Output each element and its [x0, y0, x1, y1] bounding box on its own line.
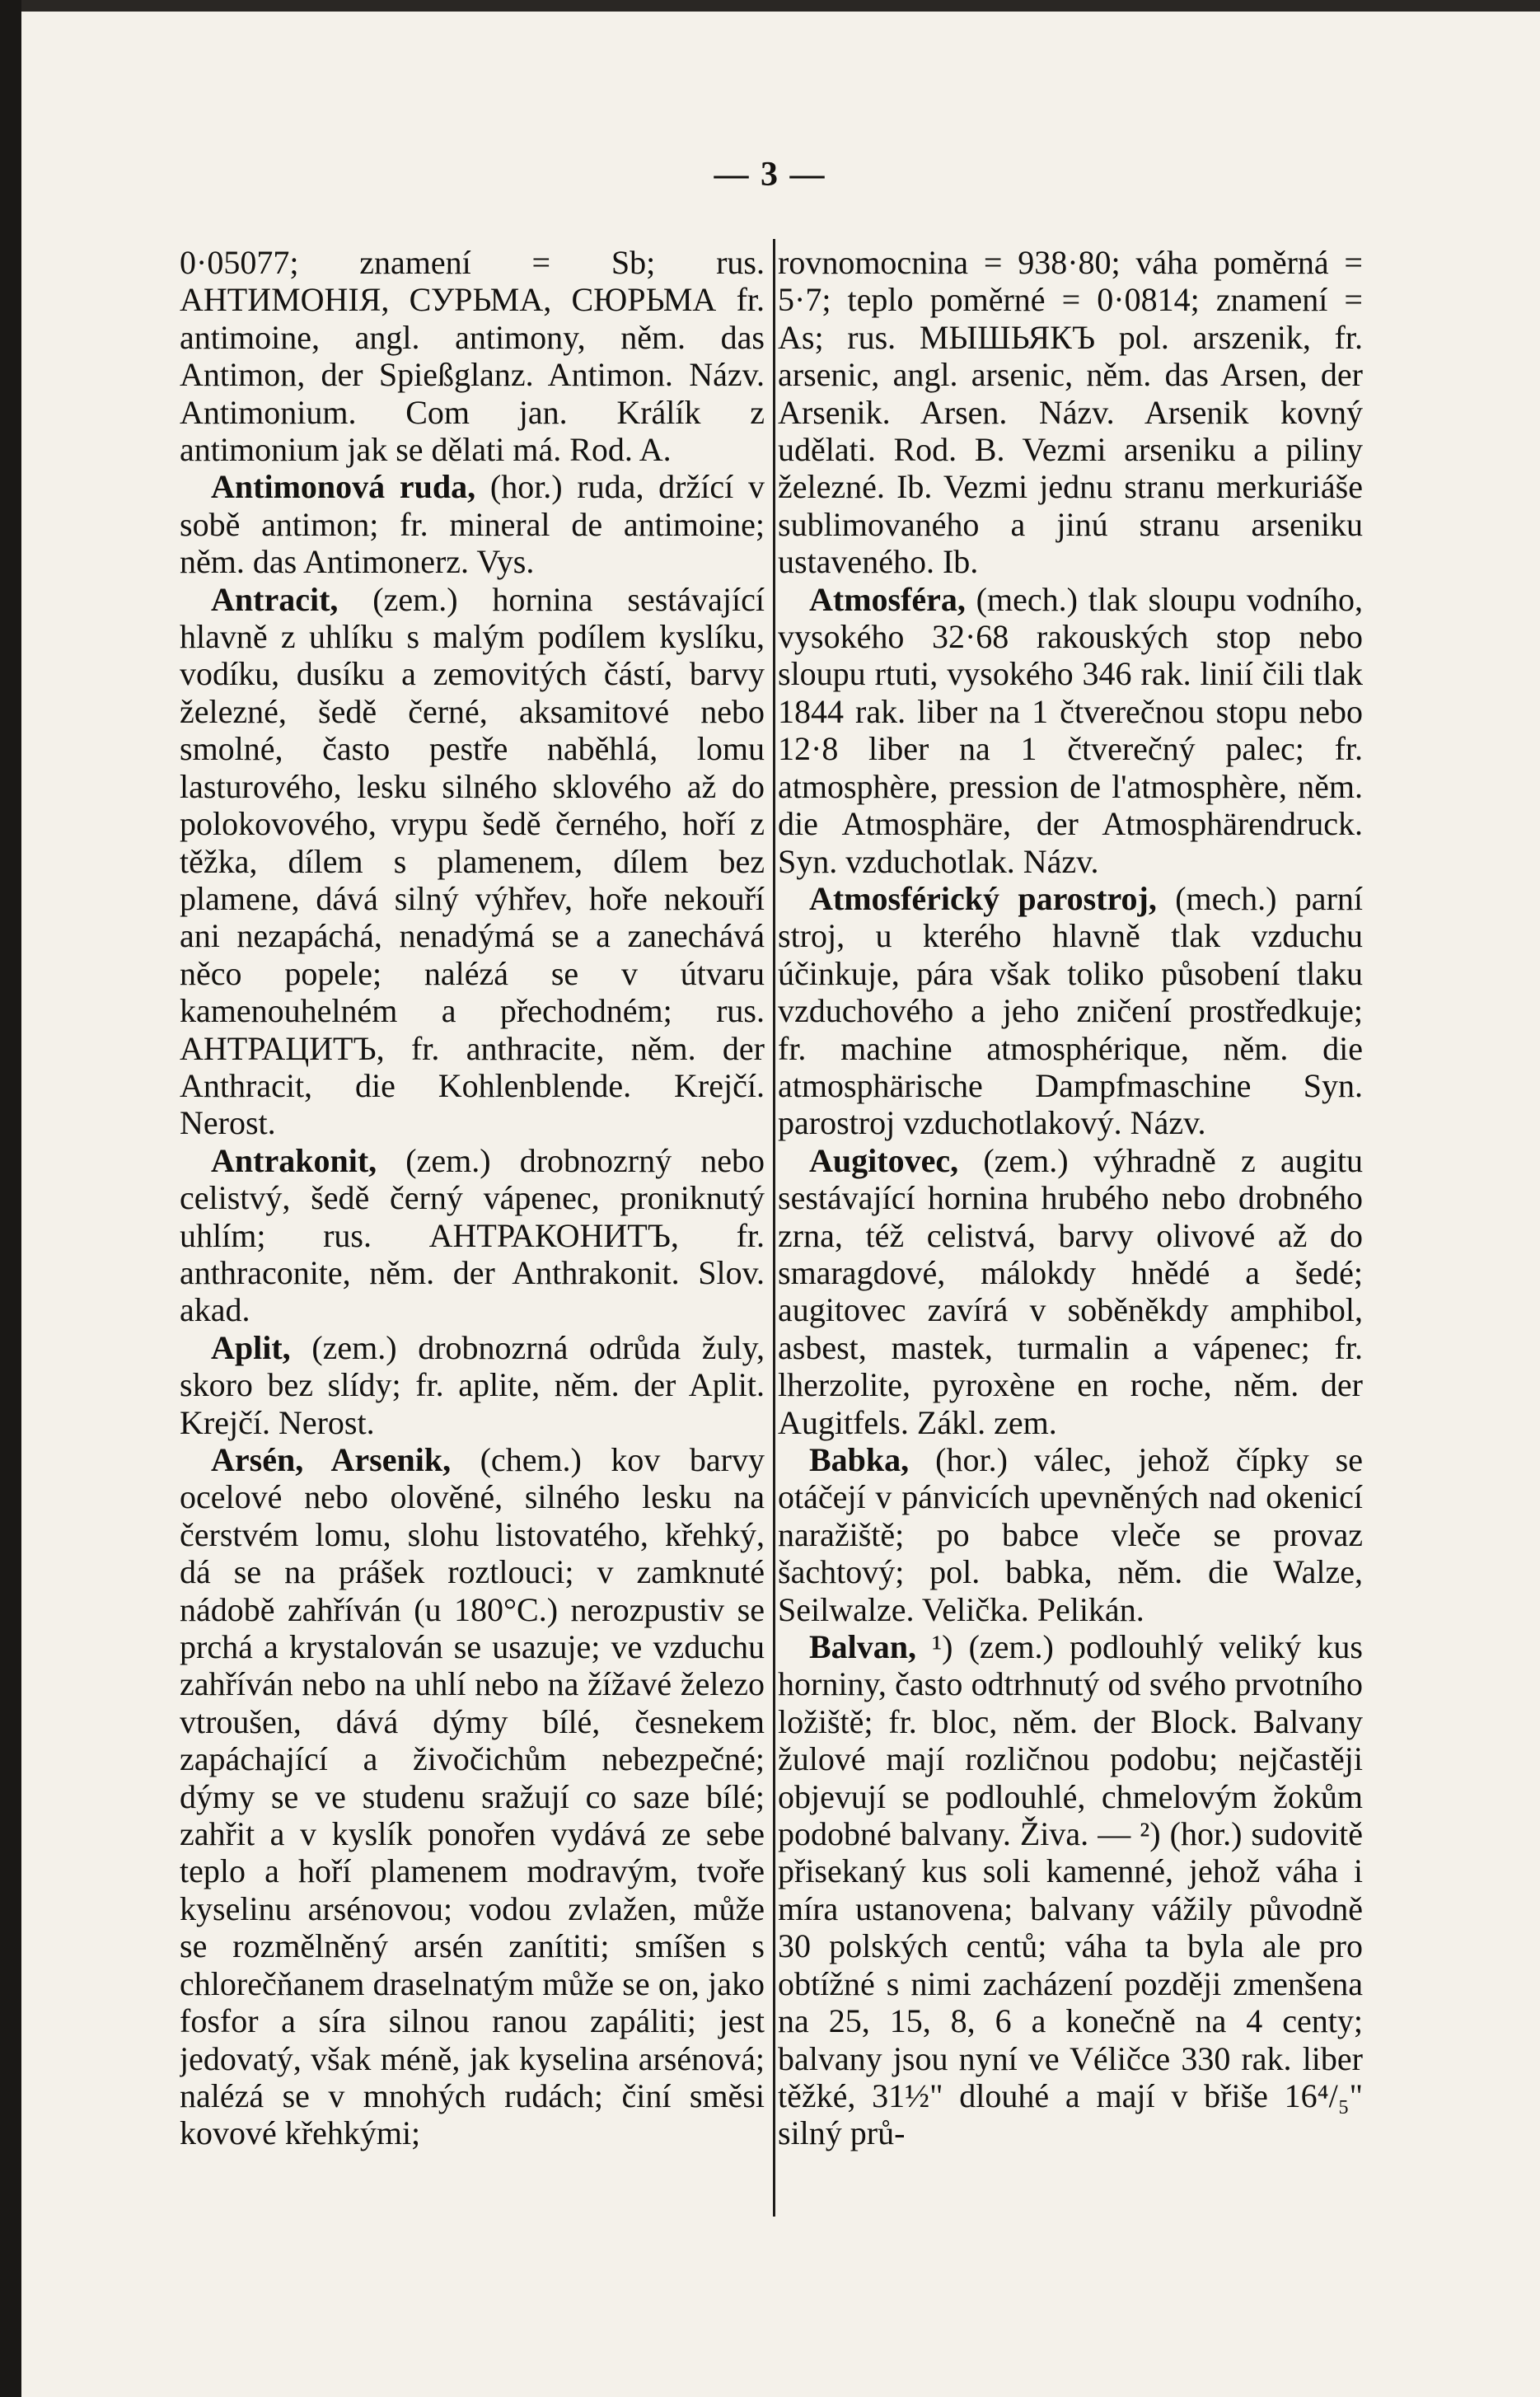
dictionary-entry	[778, 1142, 1363, 1441]
dictionary-entry	[180, 1441, 765, 2152]
dictionary-entry	[180, 1329, 765, 1441]
entry-headword: Antracit,	[211, 580, 339, 618]
entry-headword: Atmosférický parostroj,	[809, 879, 1157, 917]
entry-text: (zem.) hornina sestávající hlavně z uhlíku s malým podílem kyslíku, vodíku, dusíku a zemovitých částí, barvy železné, šedě černé, aksamitové nebo smolné, často pestře naběhlá, lomu lasturového, lesku silného sklového až do polokovového, vrypu šedě černého, hoří z těžka, dílem s plamenem, dílem bez plamene, dává silný výhřev, hoře nekouří ani nezapáchá, nenadýmá se a zanechává něco popele; nalézá se v útvaru kamenouhelném a přechodném; rus. АНТРАЦИТЪ, fr. anthracite, něm. der Anthracit, die Kohlenblende. Krejčí. Nerost.	[180, 580, 765, 1142]
page-binding-edge	[0, 0, 21, 2397]
entry-text: rovnomocnina = 938·80; váha poměrná = 5·7; teplo poměrné = 0·0814; znamení = As; rus. МЫШЬЯКЪ pol. arszenik, fr. arsenic, angl. arsenic, něm. das Arsen, der Arsenik. Arsen. Názv. Arsenik kovný udělati. Rod. B. Vezmi arseniku a piliny železné. Ib. Vezmi jednu stranu merkuriáše sublimovaného a jinú stranu arseniku ustaveného. Ib.	[778, 244, 1363, 581]
dictionary-entry	[778, 581, 1363, 880]
left-column	[180, 244, 765, 2254]
dictionary-entry	[180, 244, 765, 468]
entry-headword: Antimonová ruda,	[211, 468, 476, 506]
entry-text: (hor.) ruda, držící v sobě antimon; fr. mineral de antimoine; něm. das Antimonerz. Vys.	[180, 468, 765, 581]
entry-headword: Balvan,	[809, 1628, 917, 1666]
column-divider	[773, 239, 775, 2217]
entry-text: (zem.) drobnozrný nebo celistvý, šedě černý vápenec, proniknutý uhlím; rus. АНТРАКОНИТЪ, fr. anthraconite, něm. der Anthrakonit. Slov. akad.	[180, 1141, 765, 1329]
entry-text: (hor.) válec, jehož čípky se otáčejí v pánvicích upevněných nad okenicí naražiště; po babce vleče se provaz šachtový; pol. babka, něm. die Walze, Seilwalze. Velička. Pelikán.	[778, 1441, 1363, 1628]
entry-text: (zem.) drobnozrná odrůda žuly, skoro bez slídy; fr. aplite, něm. der Aplit. Krejčí. Nerost.	[180, 1328, 765, 1441]
entry-headword: Babka,	[809, 1441, 910, 1478]
entry-text: (mech.) tlak sloupu vodního, vysokého 32·68 rakouských stop nebo sloupu rtuti, vysokého 346 rak. linií čili tlak 1844 rak. liber na 1 čtverečnou stopu nebo 12·8 liber na 1 čtverečný palec; fr. atmosphère, pression de l'atmosphère, něm. die Atmosphäre, der Atmosphärendruck. Syn. vzduchotlak. Názv.	[778, 580, 1363, 880]
entry-headword: Aplit,	[211, 1328, 291, 1366]
dictionary-entry	[778, 1441, 1363, 1628]
page-top-edge	[0, 0, 1540, 12]
entry-headword: Augitovec,	[809, 1141, 959, 1179]
dictionary-entry	[180, 468, 765, 580]
dictionary-entry	[180, 581, 765, 1142]
dictionary-entry	[778, 244, 1363, 581]
dictionary-entry	[180, 1142, 765, 1329]
dictionary-entry	[778, 1628, 1363, 2152]
entry-headword: Antrakonit,	[211, 1141, 377, 1179]
entry-text: (chem.) kov barvy ocelové nebo olověné, silného lesku na čerstvém lomu, slohu listovatého, křehký, dá se na prášek roztlouci; v zamknuté nádobě zahříván (u 180°C.) nerozpustiv se prchá a krystalován se usazuje; ve vzduchu zahříván nebo na uhlí nebo na žížavé železo vtroušen, dává dýmy bílé, česnekem zapáchající a živočichům nebezpečné; dýmy se ve studenu sražují co saze bílé; zahřit a v kyslík ponořen vydává ze sebe teplo a hoří plamenem modravým, tvoře kyselinu arsénovou; vodou zvlažen, může se rozmělněný arsén zanítiti; smíšen s chlorečňanem draselnatým může se on, jako fosfor a síra silnou ranou zapáliti; jest jedovatý, však méně, jak kyselina arsénová; nalézá se v mnohých rudách; činí směsi kovové křehkými;	[180, 1441, 765, 2152]
dictionary-entry	[778, 880, 1363, 1142]
entry-headword: Atmosféra,	[809, 580, 966, 618]
entry-text: (zem.) výhradně z augitu sestávající hornina hrubého nebo drobného zrna, též celistvá, barvy olivové až do smaragdové, málokdy hnědé a šedé; augitovec zavírá v soběněkdy amphibol, asbest, mastek, turmalin a vápenec; fr. lherzolite, pyroxène en roche, něm. der Augitfels. Zákl. zem.	[778, 1141, 1363, 1441]
entry-text: (mech.) parní stroj, u kterého hlavně tlak vzduchu účinkuje, pára však toliko působení tlaku vzduchového a jeho zničení prostředkuje; fr. machine atmosphérique, něm. die atmosphärische Dampfmaschine Syn. parostroj vzduchotlakový. Názv.	[778, 879, 1363, 1142]
entry-text: ¹) (zem.) podlouhlý veliký kus horniny, často odtrhnutý od svého prvotního ložiště; fr. bloc, něm. der Block. Balvany žulové mají rozličnou podobu; nejčastěji objevují se podlouhlé, chmelovým žokům podobné balvany. Živa. — ²) (hor.) sudovitě přisekaný kus soli kamenné, jehož váha i míra ustanovena; balvany vážily původně 30 polských centů; váha ta byla ale pro obtížné s nimi zacházení později zmenšena na 25, 15, 8, 6 a konečně na 4 centy; balvany jsou nyní ve Véličce 330 rak. liber těžké, 31½" dlouhé a mají v břiše 16⁴/₅" silný prů-	[778, 1628, 1363, 2152]
entry-text: 0·05077; znamení = Sb; rus. АНТИМОНІЯ, СУРЬМА, СЮРЬМА fr. antimoine, angl. antimony, něm. das Antimon, der Spießglanz. Antimon. Názv. Antimonium. Com jan. Králík z antimonium jak se dělati má. Rod. A.	[180, 244, 765, 469]
page-number: — 3 —	[714, 156, 826, 194]
entry-headword: Arsén, Arsenik,	[211, 1441, 452, 1478]
right-column	[778, 244, 1363, 2254]
